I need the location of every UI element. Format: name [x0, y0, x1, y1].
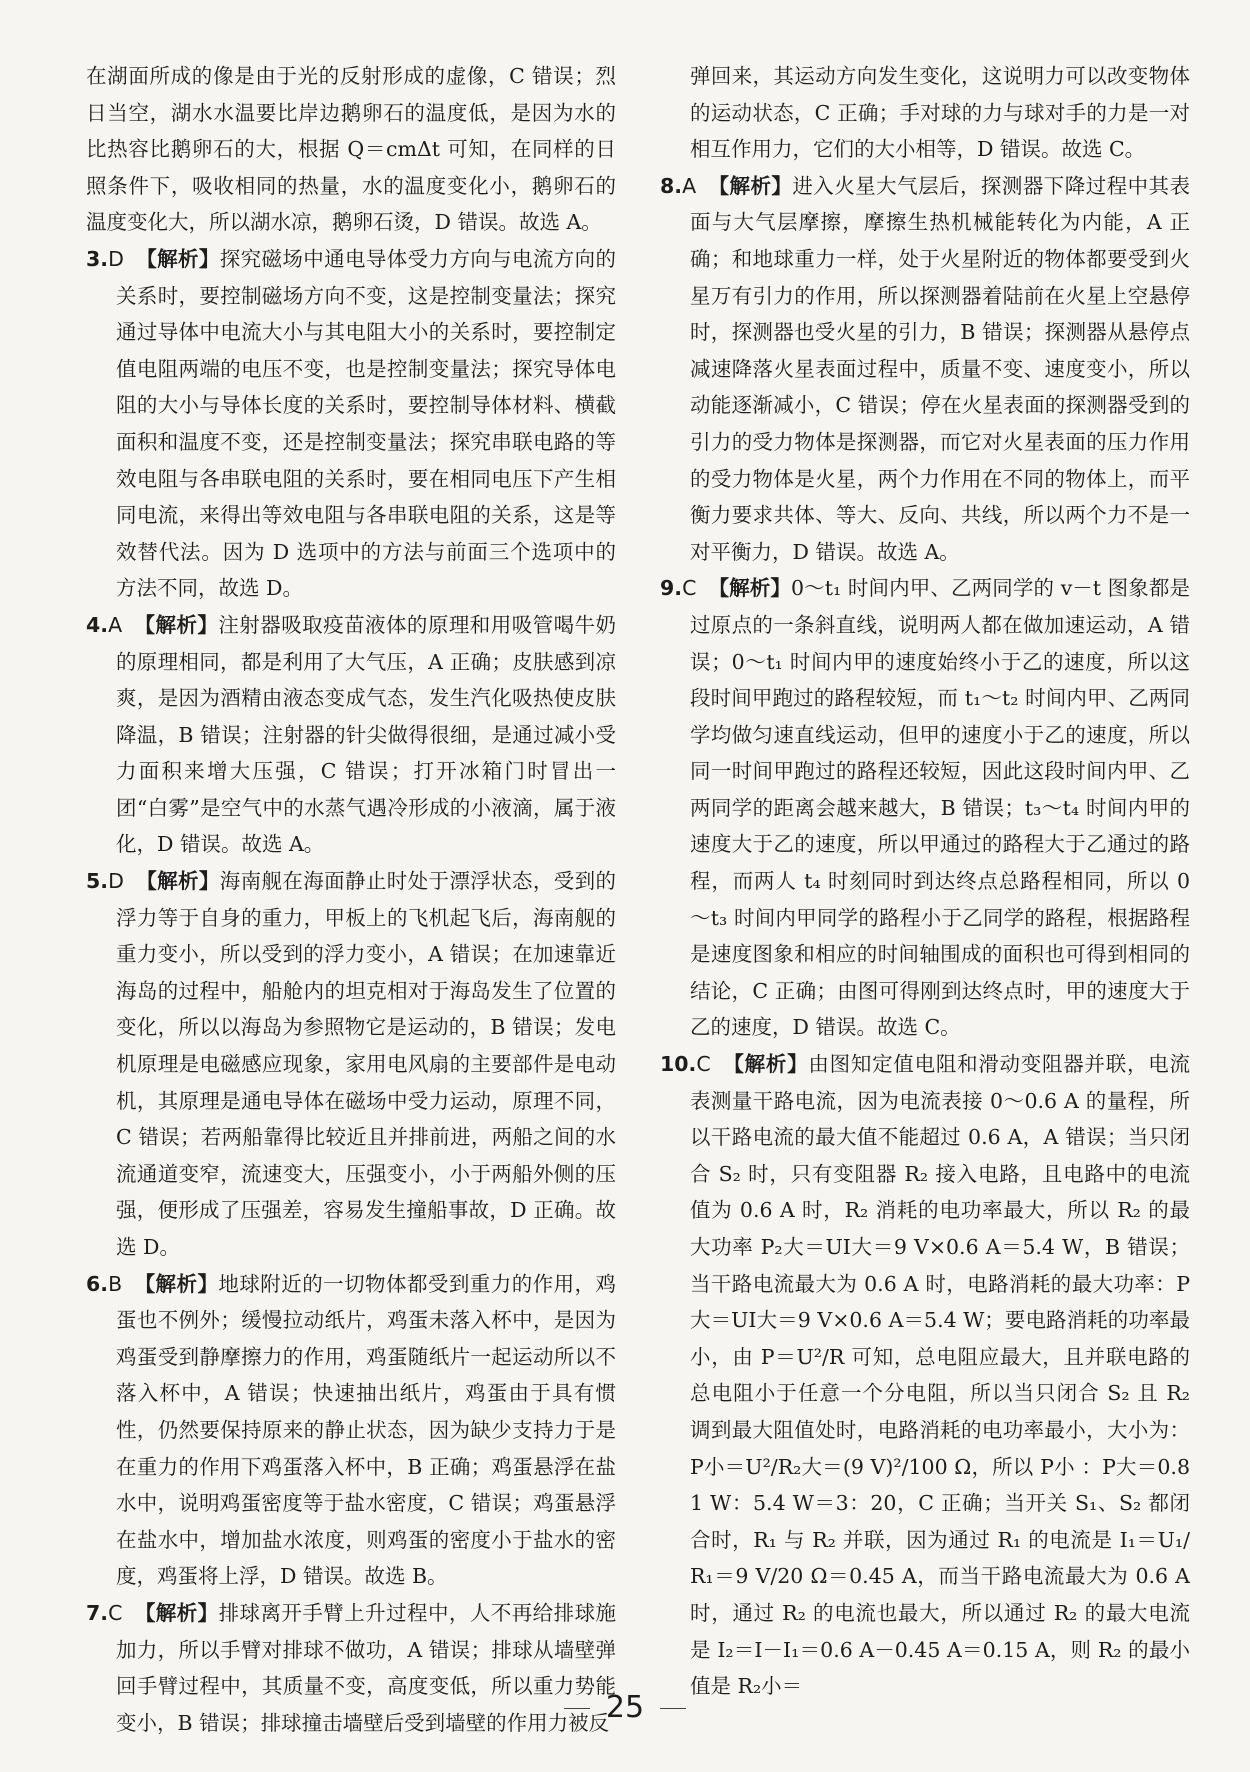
- answer-item-6: [86, 1266, 616, 1595]
- item-text: 0～t₁ 时间内甲、乙两同学的 v－t 图象都是过原点的一条斜直线，说明两人都在做加速运动，A 错误；0～t₁ 时间内甲的速度始终小于乙的速度，所以这段时间甲跑过的路程较短，而 t₁～t₂ 时间内甲、乙两同学均做匀速直线运动，但甲的速度小于乙的速度，所以同一时间甲跑过的路程还较短，因此这段时间内甲、乙两同学的距离会越来越大，B 错误；t₃～t₄ 时间内甲的速度大于乙的速度，所以甲通过的路程大于乙通过的路程，而两人 t₄ 时刻同时到达终点总路程相同，所以 0～t₃ 时间内甲同学的路程小于乙同学的路程，根据路程是速度图象和相应的时间轴围成的面积也可得到相同的结论，C 正确；由图可得刚到达终点时，甲的速度大于乙的速度，D 错误。故选 C。: [690, 576, 1191, 1040]
- item-answer: A: [682, 173, 697, 198]
- q2-continuation: 在湖面所成的像是由于光的反射形成的虚像，C 错误；烈日当空，湖水水温要比岸边鹅卵石的温度低，是因为水的比热容比鹅卵石的大，根据 Q＝cmΔt 可知，在同样的日照条件下，吸收相同的热量，水的温度变化小，鹅卵石的温度变化大，所以湖水凉，鹅卵石烫，D 错误。故选 A。: [86, 64, 616, 235]
- item-answer: D: [108, 869, 124, 894]
- footer-dash-right: [660, 1708, 686, 1709]
- analysis-tag: 【解析】: [134, 612, 219, 637]
- item-number: 10.: [660, 1052, 697, 1077]
- page-footer: [0, 1690, 1250, 1725]
- analysis-tag: 【解析】: [134, 1271, 219, 1296]
- item-answer: C: [682, 576, 697, 601]
- item-number: 4.: [86, 612, 109, 637]
- analysis-tag: 【解析】: [135, 869, 220, 894]
- item-number: 9.: [660, 576, 683, 601]
- answer-item-5: [86, 863, 616, 1266]
- item-answer: B: [108, 1271, 123, 1296]
- page-number: 25: [605, 1690, 645, 1725]
- answer-item-3: [86, 241, 616, 607]
- analysis-tag: 【解析】: [722, 1052, 809, 1077]
- item-answer: D: [108, 246, 124, 271]
- item-text: 进入火星大气层后，探测器下降过程中其表面与大气层摩擦，摩擦生热机械能转化为内能，A 正确；和地球重力一样，处于火星附近的物体都要受到火星万有引力的作用，所以探测器着陆前在火星上空悬停时，探测器也受火星的引力，B 错误；探测器从悬停点减速降落火星表面过程中，质量不变、速度变小，所以动能逐渐减小，C 错误；停在火星表面的探测器受到的引力的受力物体是探测器，而它对火星表面的压力作用的受力物体是火星，两个力作用在不同的物体上，而平衡力要求共体、等大、反向、共线，所以两个力不是一对平衡力，D 错误。故选 A。: [690, 173, 1191, 564]
- analysis-tag: 【解析】: [134, 1600, 219, 1625]
- answer-item-8: [660, 168, 1190, 571]
- answer-item-4: [86, 607, 616, 863]
- item-text: 海南舰在海面静止时处于漂浮状态，受到的浮力等于自身的重力，甲板上的飞机起飞后，海南舰的重力变小，所以受到的浮力变小，A 错误；在加速靠近海岛的过程中，船舱内的坦克相对于海岛发生了位置的变化，所以以海岛为参照物它是运动的，B 错误；发电机原理是电磁感应现象，家用电风扇的主要部件是电动机，其原理是通电导体在磁场中受力运动，原理不同，C 错误；若两船靠得比较近且并排前进，两船之间的水流通道变窄，流速变大，压强变小，小于两船外侧的压强，便形成了压强差，容易发生撞船事故，D 正确。故选 D。: [116, 869, 617, 1259]
- item-text: 由图知定值电阻和滑动变阻器并联，电流表测量干路电流，因为电流表接 0～0.6 A 的量程，所以干路电流的最大值不能超过 0.6 A，A 错误；当只闭合 S₂ 时，只有变阻器 R₂ 接入电路，且电路中的电流值为 0.6 A 时，R₂ 消耗的电功率最大，所以 R₂ 的最大功率 P₂大＝UI大＝9 V×0.6 A＝5.4 W，B 错误；当干路电流最大为 0.6 A 时，电路消耗的最大功率：P大＝UI大＝9 V×0.6 A＝5.4 W；要电路消耗的功率最小，由 P＝U²/R 可知，总电阻应最大，且并联电路的总电阻小于任意一个分电阻，所以当只闭合 S₂ 且 R₂ 调到最大阻值处时，电路消耗的电功率最小，大小为：P小＝U²/R₂大＝(9 V)²/100 Ω，所以 P小 ：P大＝0.81 W：5.4 W＝3：20，C 正确；当开关 S₁、S₂ 都闭合时，R₁ 与 R₂ 并联，因为通过 R₁ 的电流是 I₁＝U₁/R₁＝9 V/20 Ω＝0.45 A，而当干路电流最大为 0.6 A 时，通过 R₂ 的电流也最大，所以通过 R₂ 的最大电流是 I₂＝I－I₁＝0.6 A－0.45 A＝0.15 A，则 R₂ 的最小值是 R₂小＝: [690, 1052, 1191, 1699]
- analysis-tag: 【解析】: [708, 576, 791, 601]
- analysis-tag: 【解析】: [135, 246, 220, 271]
- item-answer: C: [108, 1600, 123, 1625]
- q7-continuation: 弹回来，其运动方向发生变化，这说明力可以改变物体的运动状态，C 正确；手对球的力与球对手的力是一对相互作用力，它们的大小相等，D 错误。故选 C。: [690, 64, 1190, 162]
- item-number: 3.: [86, 246, 109, 271]
- item-number: 6.: [86, 1271, 109, 1296]
- item-text: 注射器吸取疫苗液体的原理和用吸管喝牛奶的原理相同，都是利用了大气压，A 正确；皮肤感到凉爽，是因为酒精由液态变成气态，发生汽化吸热使皮肤降温，B 错误；注射器的针尖做得很细，是通过减小受力面积来增大压强，C 错误；打开冰箱门时冒出一团“白雾”是空气中的水蒸气遇冷形成的小液滴，属于液化，D 错误。故选 A。: [116, 612, 617, 857]
- item-number: 5.: [86, 869, 109, 894]
- right-column: [660, 58, 1190, 1705]
- item-answer: A: [108, 612, 123, 637]
- item-answer: C: [696, 1052, 711, 1077]
- item-number: 7.: [86, 1600, 109, 1625]
- answer-item-9: [660, 570, 1190, 1046]
- footer-dash-left: [564, 1708, 590, 1709]
- item-number: 8.: [660, 173, 683, 198]
- analysis-tag: 【解析】: [708, 173, 793, 198]
- left-column: [86, 58, 616, 1741]
- item-text: 排球离开手臂上升过程中，人不再给排球施加力，所以手臂对排球不做功，A 错误；排球从墙壁弹回手臂过程中，其质量不变，高度变低，所以重力势能变小，B 错误；排球撞击墙壁后受到墙壁的作用力被反: [116, 1600, 617, 1735]
- answer-item-10: [660, 1046, 1190, 1705]
- item-text: 探究磁场中通电导体受力方向与电流方向的关系时，要控制磁场方向不变，这是控制变量法；探究通过导体中电流大小与其电阻大小的关系时，要控制定值电阻两端的电压不变，也是控制变量法；探究导体电阻的大小与导体长度的关系时，要控制导体材料、横截面积和温度不变，还是控制变量法；探究串联电路的等效电阻与各串联电阻的关系时，要在相同电压下产生相同电流，来得出等效电阻与各串联电阻的关系，这是等效替代法。因为 D 选项中的方法与前面三个选项中的方法不同，故选 D。: [116, 246, 617, 601]
- item-text: 地球附近的一切物体都受到重力的作用，鸡蛋也不例外；缓慢拉动纸片，鸡蛋未落入杯中，是因为鸡蛋受到静摩擦力的作用，鸡蛋随纸片一起运动所以不落入杯中，A 错误；快速抽出纸片，鸡蛋由于具有惯性，仍然要保持原来的静止状态，因为缺少支持力于是在重力的作用下鸡蛋落入杯中，B 正确；鸡蛋悬浮在盐水中，说明鸡蛋密度等于盐水密度，C 错误；鸡蛋悬浮在盐水中，增加盐水浓度，则鸡蛋的密度小于盐水的密度，鸡蛋将上浮，D 错误。故选 B。: [116, 1271, 617, 1589]
